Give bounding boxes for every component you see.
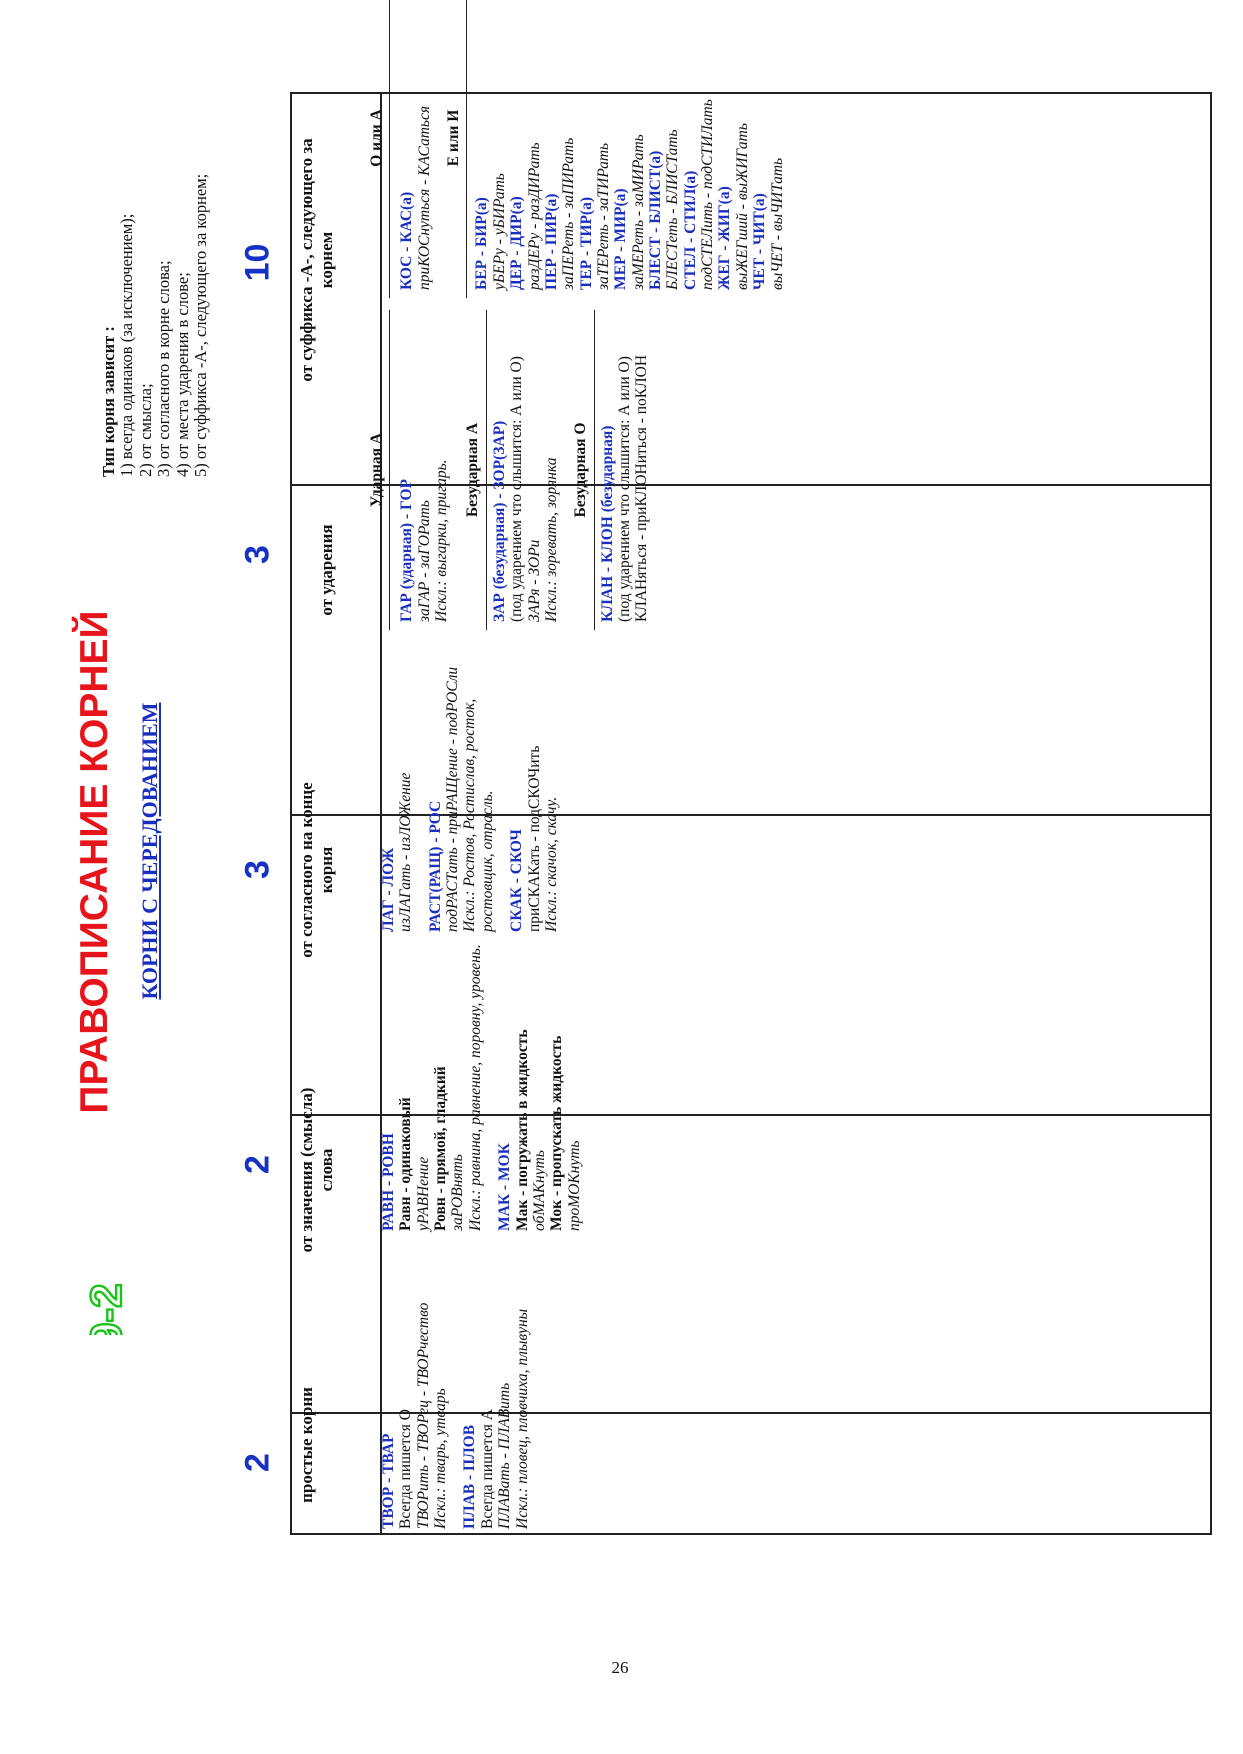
- root-title: БЛЕСТ - БЛИСТ(а): [647, 150, 665, 290]
- subheader: О или А: [362, 0, 390, 298]
- root-title: ДЕР - ДИР(а): [508, 196, 526, 290]
- root-title: ПЛАВ - ПЛОВ: [461, 1424, 479, 1529]
- example-text: подСТЕЛить - подСТИЛать: [699, 99, 717, 290]
- example-text: заРОВнять: [449, 1154, 467, 1231]
- rule-text: Мак - погружать в жидкость: [513, 1029, 531, 1231]
- column-number: 3: [238, 545, 277, 564]
- subheader: Е или И: [433, 0, 467, 298]
- column-header: от ударения: [317, 524, 336, 616]
- page-subtitle: КОРНИ С ЧЕРЕДОВАНИЕМ: [137, 702, 162, 1000]
- note-line: 3) от согласного в корне слова;: [154, 260, 174, 477]
- note-heading: Тип корня зависит :: [99, 326, 118, 477]
- example-text: изЛАГать - изЛОЖение: [397, 772, 415, 932]
- example-text: БЛЕСТеть - БЛИСТать: [664, 129, 682, 290]
- rule-text: Равн - одинаковый: [397, 1097, 415, 1231]
- note-line: 4) от места ударения в слове;: [172, 272, 192, 477]
- root-title: ГАР (ударная) - ГОР: [398, 479, 416, 622]
- rule-text: (под ударением что слышится: А или О) КЛАНяться - приКЛОНиться - поКЛОН: [615, 354, 651, 622]
- root-title: ПЕР - ПИР(а): [542, 193, 560, 290]
- root-title: СКАК - СКОЧ: [508, 829, 526, 932]
- cell-3: [380, 640, 560, 932]
- badge-svg: [60, 1275, 150, 1335]
- page-title: ПРАВОПИСАНИЕ КОРНЕЙ: [73, 610, 116, 1114]
- exception-text: Искл.: скачок, скачу.: [542, 796, 560, 932]
- rule-text: Мок - пропускать жидкость: [548, 1035, 566, 1231]
- column-header: простые корни: [297, 1387, 316, 1503]
- note-line: 2) от смысла;: [135, 383, 155, 477]
- exception-text: Искл.: зоревать, зорянка: [542, 457, 560, 622]
- example-text: заГАР - заГОРать: [415, 500, 433, 622]
- cell-4: [362, 310, 651, 630]
- root-title: ЖЕГ - ЖИГ(а): [716, 186, 734, 290]
- column-number: 2: [238, 1453, 277, 1472]
- root-title: СТЕЛ - СТИЛ(а): [681, 170, 699, 290]
- page-number: 26: [611, 1658, 629, 1677]
- column-header: от значения (смысла) слова: [297, 1087, 337, 1253]
- example-text: ПЛАВать - ПЛАВить: [496, 1382, 514, 1529]
- root-title: БЕР - БИР(а): [473, 197, 491, 290]
- example-text: приКОСнуться - КАСаться: [415, 105, 433, 290]
- cell-2: [380, 939, 583, 1231]
- example-text: ЗАРя - ЗОРи: [525, 539, 543, 622]
- subheader: Безударная О: [560, 310, 594, 630]
- example-text: уБЕРу - уБИРать: [490, 173, 508, 290]
- root-title: КОС - КАС(а): [398, 191, 416, 290]
- column-header: от согласного на конце корня: [297, 782, 337, 958]
- root-title: ТВОР - ТВАР: [380, 1433, 397, 1529]
- root-title: ЗАР (безударная) - ЗОР(ЗАР): [490, 420, 508, 622]
- column-number: 2: [238, 1155, 277, 1174]
- rule-text: Всегда пишется О: [397, 1409, 415, 1529]
- exception-text: Искл.: пловец, пловчиха, плывуны: [513, 1308, 531, 1529]
- example-text: обМАКнуть: [530, 1150, 548, 1231]
- example-text: разДЕРу - разДИРать: [525, 142, 543, 290]
- root-title: КЛАН - КЛОН (безударная): [598, 425, 616, 622]
- badge-text: 9-2: [82, 1283, 131, 1335]
- example-text: приСКАКать - подСКОЧить: [525, 745, 543, 932]
- rule-text: Ровн - прямой, гладкий: [432, 1066, 450, 1231]
- example-text: заТЕРеть - заТИРать: [594, 142, 612, 290]
- example-text: проМОКнуть: [565, 1140, 583, 1231]
- exception-text: Искл.: равнина, равнение, поровну, уровень.: [466, 944, 484, 1231]
- rule-text: (под ударением что слышится: А или О): [508, 356, 526, 622]
- subheader: Безударная А: [450, 310, 486, 630]
- example-text: заМЕРеть - заМИРать: [629, 134, 647, 290]
- badge: [60, 1275, 150, 1335]
- exception-text: Искл.: выгарки, пригарь.: [433, 459, 451, 622]
- example-text: выЧЕТ - выЧИТать: [768, 157, 786, 290]
- root-title: ЛАГ - ЛОЖ: [380, 847, 397, 932]
- example-text: подРАСТать - приРАЩение - подРОСли: [444, 666, 462, 932]
- cell-1: [380, 1237, 531, 1529]
- rule-text: Всегда пишется А: [478, 1409, 496, 1529]
- example-text: уРАВНение: [414, 1156, 432, 1231]
- example-text: заПЕРеть - заПИРать: [560, 137, 578, 290]
- exception-text: Искл.: тварь, утварь: [432, 1388, 450, 1529]
- subheader: Ударная А: [362, 310, 390, 630]
- root-title: РАВН - РОВН: [380, 1133, 397, 1231]
- note-line: 5) от суффикса -А-, следующего за корнем;: [191, 173, 211, 477]
- column-number: 10: [238, 243, 277, 282]
- note-line: 1) всегда одинаков (за исключением);: [117, 213, 137, 477]
- cell-5: [362, 0, 786, 298]
- example-text: ТВОРить - ТВОРец - ТВОРчество: [414, 1302, 432, 1529]
- column-header: от суффикса -А-, следующего за корнем: [297, 138, 337, 382]
- root-title: РАСТ(РАЩ) - РОС: [426, 800, 444, 932]
- type-note: [100, 147, 220, 477]
- column-number: 3: [238, 860, 277, 879]
- root-title: ТЕР - ТИР(а): [577, 197, 595, 290]
- root-title: МАК - МОК: [496, 1143, 514, 1231]
- exception-text: Искл.: Ростов, Ростислав, росток, ростовщик, отрасль.: [461, 698, 496, 932]
- root-title: ЧЕТ - ЧИТ(а): [751, 193, 769, 290]
- root-title: МЕР - МИР(а): [612, 188, 630, 290]
- example-text: выЖЕГший - выЖИГать: [733, 123, 751, 290]
